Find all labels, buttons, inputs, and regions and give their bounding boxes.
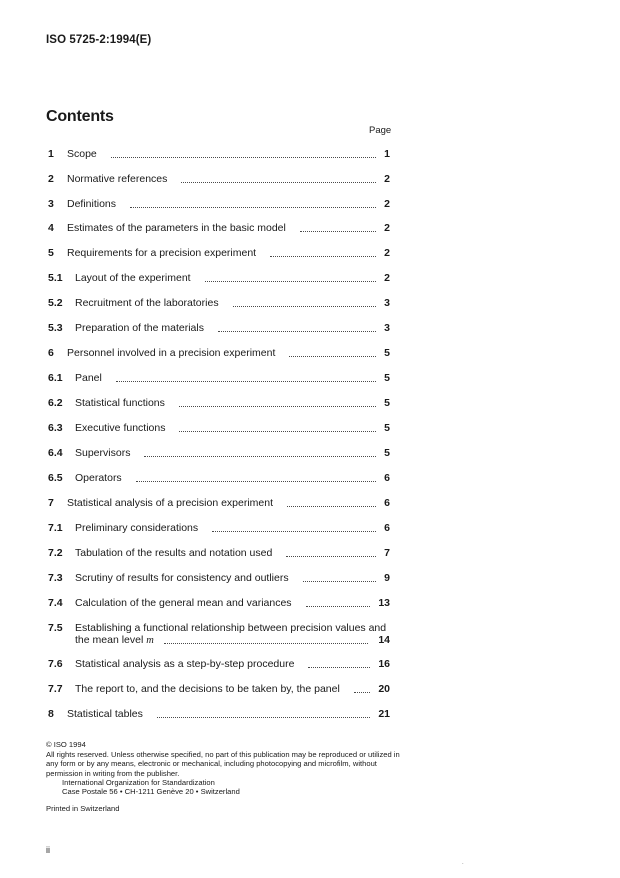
toc-entry-number: 7.3	[48, 572, 63, 584]
toc-entry-title: Recruitment of the laboratories	[75, 297, 219, 309]
toc-entry[interactable]	[48, 296, 390, 310]
toc-entry[interactable]	[48, 346, 390, 360]
toc-entry-title: Establishing a functional relationship between precision values and	[75, 622, 387, 634]
toc-entry-page: 2	[384, 247, 390, 259]
toc-dot-leader	[205, 271, 377, 282]
toc-entry-number: 7.1	[48, 522, 63, 534]
toc-entry-page: 3	[384, 297, 390, 309]
toc-entry-title: Scope	[67, 148, 97, 160]
toc-entry-title: Calculation of the general mean and variances	[75, 597, 292, 609]
toc-dot-leader	[179, 396, 376, 407]
stray-mark: .	[462, 860, 464, 866]
toc-entry-title: Scrutiny of results for consistency and outliers	[75, 572, 289, 584]
toc-dot-leader	[308, 657, 370, 668]
toc-dot-leader	[144, 446, 376, 457]
toc-entry-number: 5.3	[48, 322, 63, 334]
toc-entry-number: 8	[48, 708, 54, 720]
toc-entry-title: Executive functions	[75, 422, 166, 434]
toc-entry-title: Normative references	[67, 173, 168, 185]
toc-entry-page: 5	[384, 347, 390, 359]
toc-entry-number: 6.1	[48, 372, 63, 384]
document-id-header: ISO 5725-2:1994(E)	[46, 34, 152, 46]
toc-entry-number: 6	[48, 347, 54, 359]
toc-entry[interactable]	[48, 172, 390, 186]
printed-in: Printed in Switzerland	[46, 804, 120, 813]
toc-dot-leader	[289, 346, 376, 357]
toc-dot-leader	[354, 682, 371, 693]
toc-entry-page: 6	[384, 472, 390, 484]
toc-entry-title: Panel	[75, 372, 102, 384]
toc-entry-title: Statistical analysis as a step-by-step procedure	[75, 658, 295, 670]
toc-entry[interactable]	[48, 221, 390, 235]
toc-entry-page: 3	[384, 322, 390, 334]
toc-entry-title: Tabulation of the results and notation used	[75, 547, 273, 559]
toc-dot-leader	[116, 371, 376, 382]
toc-entry[interactable]	[48, 521, 390, 535]
toc-entry-page: 16	[378, 658, 390, 670]
toc-entry[interactable]	[48, 446, 390, 460]
toc-dot-leader	[164, 633, 368, 644]
toc-entry-title: Operators	[75, 472, 122, 484]
toc-entry[interactable]	[48, 271, 390, 285]
toc-entry-number: 7.5	[48, 622, 63, 634]
toc-entry-title: Preparation of the materials	[75, 322, 204, 334]
toc-entry-title: Layout of the experiment	[75, 272, 191, 284]
contents-title: Contents	[46, 108, 114, 125]
toc-entry-page: 5	[384, 422, 390, 434]
toc-entry[interactable]	[48, 682, 390, 696]
toc-entry[interactable]	[48, 621, 390, 646]
toc-dot-leader	[300, 221, 376, 232]
toc-entry[interactable]	[48, 321, 390, 335]
toc-entry[interactable]	[48, 197, 390, 211]
page-number: ii	[46, 845, 50, 855]
toc-entry-number: 7.7	[48, 683, 63, 695]
toc-entry[interactable]	[48, 371, 390, 385]
toc-dot-leader	[218, 321, 376, 332]
toc-entry-number: 1	[48, 148, 54, 160]
toc-entry-page: 2	[384, 272, 390, 284]
toc-entry-title: Statistical functions	[75, 397, 165, 409]
toc-entry-number: 5.1	[48, 272, 63, 284]
toc-entry[interactable]	[48, 657, 390, 671]
page-column-label: Page	[369, 125, 392, 136]
toc-entry[interactable]	[48, 471, 390, 485]
toc-entry-page: 13	[378, 597, 390, 609]
toc-entry-number: 7.2	[48, 547, 63, 559]
toc-dot-leader	[136, 471, 376, 482]
toc-dot-leader	[233, 296, 377, 307]
toc-entry-title-continued	[75, 633, 154, 648]
toc-dot-leader	[179, 421, 376, 432]
toc-entry[interactable]	[48, 571, 390, 585]
toc-entry-number: 5.2	[48, 297, 63, 309]
toc-entry-title: Definitions	[67, 198, 117, 210]
toc-dot-leader	[157, 707, 370, 718]
toc-entry-title: Statistical tables	[67, 708, 143, 720]
toc-entry-page: 6	[384, 522, 390, 534]
toc-dot-leader	[286, 546, 376, 557]
toc-entry-number: 6.3	[48, 422, 63, 434]
mean-level-symbol: m	[146, 635, 154, 646]
toc-entry-title: Requirements for a precision experiment	[67, 247, 257, 259]
toc-entry-number: 6.4	[48, 447, 63, 459]
toc-entry-number: 7.6	[48, 658, 63, 670]
toc-entry-page: 6	[384, 497, 390, 509]
toc-dot-leader	[287, 496, 376, 507]
toc-entry[interactable]	[48, 421, 390, 435]
toc-entry-page: 2	[384, 198, 390, 210]
toc-entry-number: 2	[48, 173, 54, 185]
toc-entry-title: Supervisors	[75, 447, 131, 459]
toc-entry-number: 7	[48, 497, 54, 509]
toc-entry-page: 5	[384, 372, 390, 384]
toc-entry-page: 21	[378, 708, 390, 720]
toc-entry-number: 5	[48, 247, 54, 259]
toc-entry-number: 6.2	[48, 397, 63, 409]
toc-entry-title: Preliminary considerations	[75, 522, 199, 534]
toc-entry[interactable]	[48, 396, 390, 410]
toc-entry-title: Statistical analysis of a precision experiment	[67, 497, 274, 509]
toc-entry-number: 4	[48, 222, 54, 234]
toc-dot-leader	[212, 521, 376, 532]
toc-entry[interactable]	[48, 596, 390, 610]
toc-dot-leader	[111, 147, 376, 158]
toc-entry-page: 2	[384, 222, 390, 234]
toc-entry-page: 9	[384, 572, 390, 584]
toc-dot-leader	[181, 172, 376, 183]
toc-entry[interactable]	[48, 496, 390, 510]
copyright-rights-text: All rights reserved. Unless otherwise specified, no part of this publication may be reproduced or utilized in any form or by any means, electronic or mechanical, including photocopying and microfilm, without permission in writing from the publisher.	[46, 750, 400, 778]
toc-entry[interactable]	[48, 546, 390, 560]
toc-entry-page: 2	[384, 173, 390, 185]
toc-dot-leader	[303, 571, 377, 582]
toc-entry-page: 7	[384, 547, 390, 559]
toc-entry-title-line2: the mean level	[75, 634, 144, 646]
toc-entry-number: 7.4	[48, 597, 63, 609]
toc-entry[interactable]	[48, 707, 390, 721]
organization-name: International Organization for Standardization	[62, 777, 215, 787]
copyright-symbol-line: © ISO 1994	[46, 740, 86, 749]
toc-entry-page: 5	[384, 447, 390, 459]
toc-entry-page: 1	[384, 148, 390, 160]
toc-entry-title: Estimates of the parameters in the basic model	[67, 222, 286, 234]
toc-entry-number: 6.5	[48, 472, 63, 484]
toc-entry-title: Personnel involved in a precision experiment	[67, 347, 276, 359]
toc-entry-number: 3	[48, 198, 54, 210]
toc-entry-page: 14	[378, 634, 390, 646]
toc-entry[interactable]	[48, 246, 390, 260]
toc-dot-leader	[130, 197, 376, 208]
organization-address: Case Postale 56 • CH-1211 Genève 20 • Switzerland	[62, 787, 240, 797]
toc-entry-title: The report to, and the decisions to be taken by, the panel	[75, 683, 340, 695]
toc-entry-page: 5	[384, 397, 390, 409]
toc-entry-page: 20	[378, 683, 390, 695]
toc-dot-leader	[306, 596, 371, 607]
toc-entry[interactable]	[48, 147, 390, 161]
copyright-notice	[46, 740, 406, 796]
toc-dot-leader	[270, 246, 376, 257]
